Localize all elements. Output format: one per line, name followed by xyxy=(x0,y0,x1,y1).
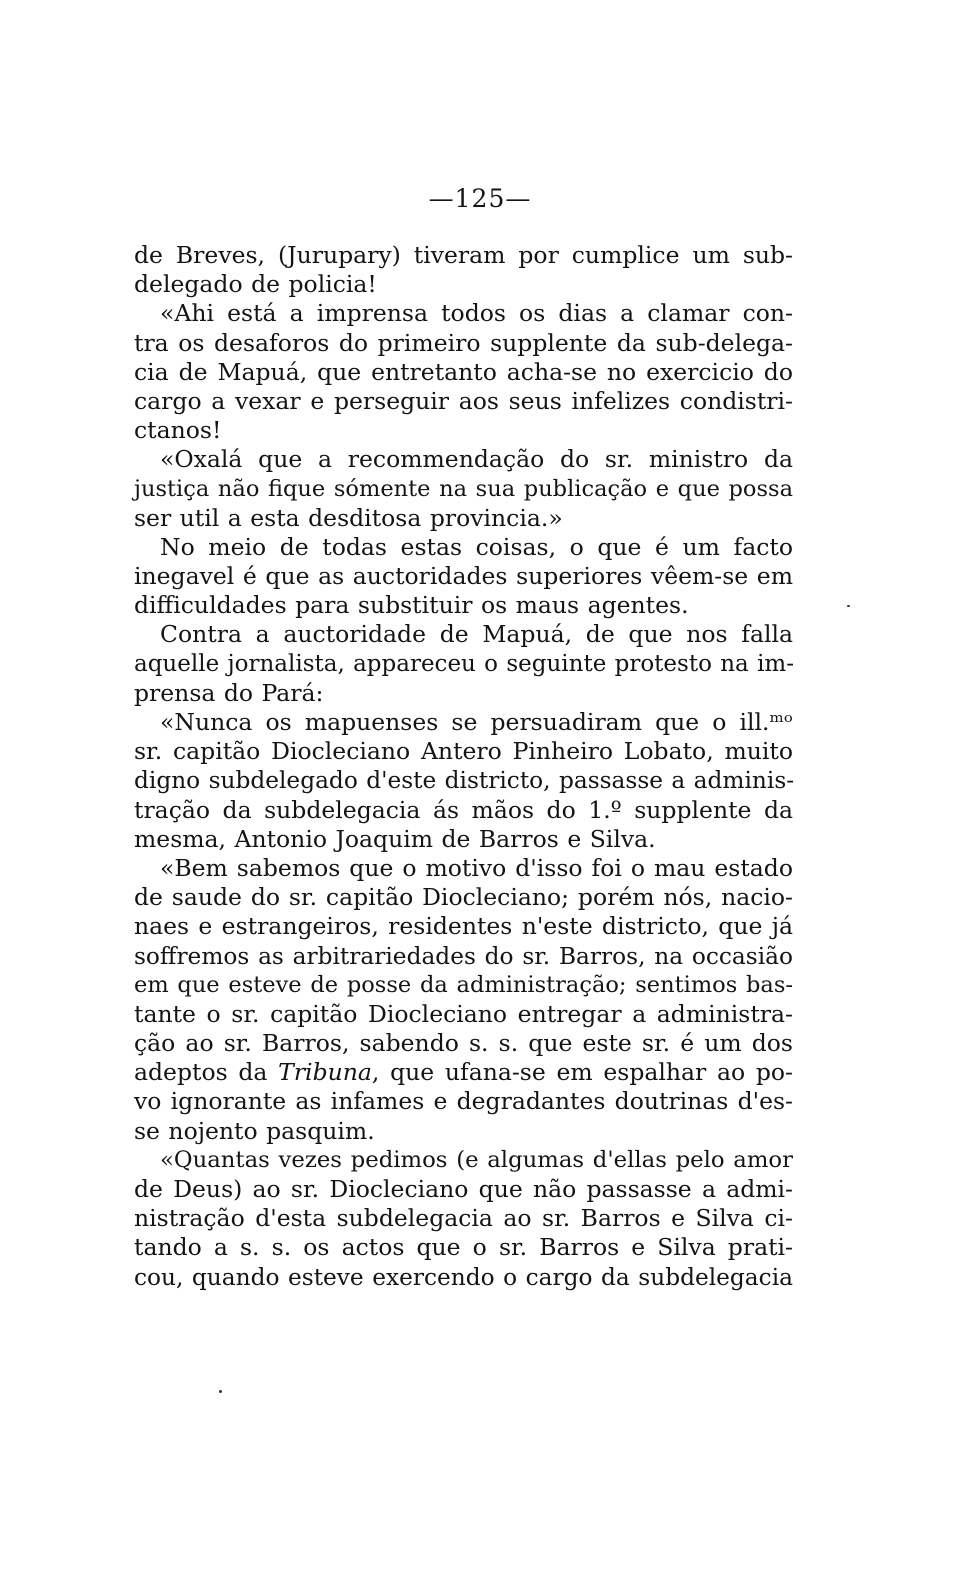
body-text xyxy=(134,241,793,1292)
text-line: tando a s. s. os actos que o sr. Barros e Silva prati- xyxy=(134,1233,793,1262)
text-line: delegado de policia! xyxy=(134,270,377,299)
text-line: tra os desaforos do primeiro supplente da sub-delega- xyxy=(134,328,793,357)
text-line: soffremos as arbitrariedades do sr. Barros, na occasião xyxy=(134,942,793,970)
text-line: ção ao sr. Barros, sabendo s. s. que este sr. é um dos xyxy=(134,1029,793,1058)
text-line: «Bem sabemos que o motivo d'isso foi o mau estado xyxy=(160,853,793,882)
text-line: mesma, Antonio Joaquim de Barros e Silva. xyxy=(134,824,656,853)
text-line: ser util a esta desditosa provincia.» xyxy=(134,503,563,532)
text-line: tração da subdelegacia ás mãos do 1.º supplente da xyxy=(134,795,793,824)
text-line: inegavel é que as auctoridades superiores vêem-se em xyxy=(134,562,793,591)
text-line: cia de Mapuá, que entretanto acha-se no exercicio do xyxy=(134,357,793,386)
text-line: de saude do sr. capitão Diocleciano; porém nós, nacio- xyxy=(134,883,793,912)
text-line: justiça não fique sómente na sua publicação e que possa xyxy=(134,475,793,502)
print-speck xyxy=(847,605,850,607)
text-line: sr. capitão Diocleciano Antero Pinheiro Lobato, muito xyxy=(134,737,793,766)
text-line: adeptos da Tribuna, que ufana-se em espalhar ao po- xyxy=(134,1058,794,1087)
text-line: de Deus) ao sr. Diocleciano que não passasse a admi- xyxy=(134,1175,793,1203)
text-line: prensa do Pará: xyxy=(134,678,324,707)
text-line: digno subdelegado d'este districto, passasse a adminis- xyxy=(134,767,795,795)
text-line: se nojento pasquim. xyxy=(134,1116,375,1145)
text-line: difficuldades para substituir os maus agentes. xyxy=(134,591,689,620)
text-line: cargo a vexar e perseguir aos seus infelizes condistri- xyxy=(134,386,793,415)
text-line: «Quantas vezes pedimos (e algumas d'ellas pelo amor xyxy=(160,1146,793,1173)
text-line: aquelle jornalista, appareceu o seguinte protesto na im- xyxy=(134,650,795,677)
text-line: «Oxalá que a recommendação do sr. ministro da xyxy=(160,445,793,474)
text-line: vo ignorante as infames e degradantes doutrinas d'es- xyxy=(134,1087,793,1116)
text-line: cou, quando esteve exercendo o cargo da subdelegacia xyxy=(134,1263,793,1291)
text-line: em que esteve de posse da administração; sentimos bas- xyxy=(134,971,793,998)
text-line: Contra a auctoridade de Mapuá, de que nos falla xyxy=(160,620,793,649)
text-line: «Ahi está a imprensa todos os dias a clamar con- xyxy=(160,299,793,328)
text-line: No meio de todas estas coisas, o que é um facto xyxy=(160,532,793,561)
text-line: de Breves, (Jurupary) tiveram por cumplice um sub- xyxy=(134,241,793,269)
text-line: naes e estrangeiros, residentes n'este districto, que já xyxy=(134,912,793,941)
text-line: nistração d'esta subdelegacia ao sr. Barros e Silva ci- xyxy=(134,1204,793,1233)
newspaper-title: Tribuna xyxy=(278,1058,372,1087)
page-number: —125— xyxy=(428,184,532,213)
text-line: tante o sr. capitão Diocleciano entregar a administra- xyxy=(134,999,793,1028)
text-line: «Nunca os mapuenses se persuadiram que o ill.ᵐᵒ xyxy=(160,708,793,736)
text-line: ctanos! xyxy=(134,416,222,445)
print-speck xyxy=(219,1390,222,1393)
